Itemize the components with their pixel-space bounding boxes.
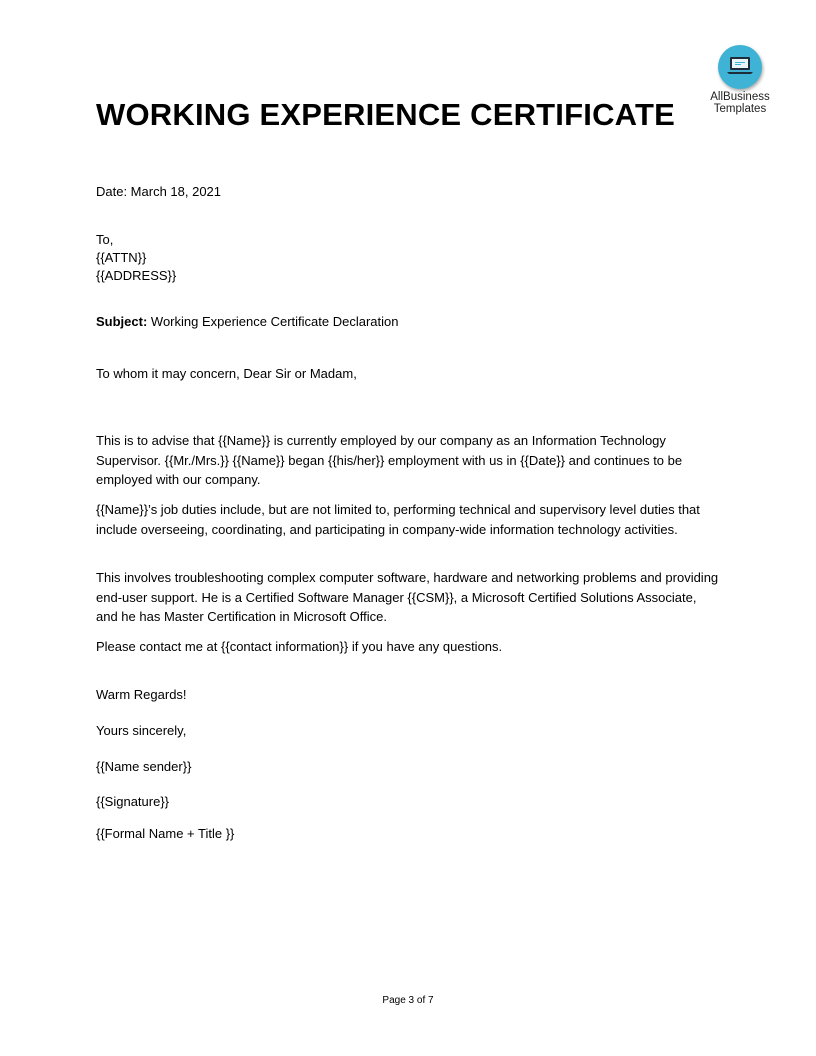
body-paragraph-2: {{Name}}’s job duties include, but are not limited to, performing technical and supervisory level duties that include overseeing, coordinating, and participating in company-wide information technology activities. [96, 502, 700, 537]
subject-label: Subject: [96, 314, 148, 329]
logo-badge [718, 45, 762, 89]
closing-regards: Warm Regards! [96, 687, 187, 702]
sender-signature: {{Signature}} [96, 794, 170, 809]
laptop-icon [727, 55, 753, 77]
recipient-to: To, [96, 232, 114, 247]
body-paragraph-4: Please contact me at {{contact information}} if you have any questions. [96, 639, 503, 654]
sender-formal-name: {{Formal Name + Title }} [96, 826, 235, 841]
page-number: Page 3 of 7 [382, 995, 434, 1006]
logo-text-line2: Templates [713, 103, 767, 115]
recipient-address: {{ADDRESS}} [96, 268, 177, 283]
closing-sincerely: Yours sincerely, [96, 723, 187, 738]
body-paragraph-3: This involves troubleshooting complex computer software, hardware and networking problems and providing end-user support. He is a Certified Software Manager {{CSM}}, a Microsoft Certified Solutions Associate, and he has Master Certification in Microsoft Office. [96, 570, 719, 624]
document-title: WORKING EXPERIENCE CERTIFICATE [96, 97, 675, 132]
letter-date: Date: March 18, 2021 [96, 184, 222, 199]
salutation: To whom it may concern, Dear Sir or Madam, [96, 366, 357, 381]
subject-text: Working Experience Certificate Declaration [147, 314, 399, 329]
recipient-attn: {{ATTN}} [96, 250, 147, 265]
logo-text-line1: AllBusiness [710, 91, 770, 103]
sender-name: {{Name sender}} [96, 759, 192, 774]
brand-logo[interactable] [700, 45, 780, 115]
subject-line [96, 312, 399, 332]
body-paragraph-1: This is to advise that {{Name}} is currently employed by our company as an Information Technology Supervisor. {{Mr./Mrs.}} {{Name}} began {{his/her}} employment with us in {{Date}} and continues to be employed with our company. [96, 433, 683, 487]
